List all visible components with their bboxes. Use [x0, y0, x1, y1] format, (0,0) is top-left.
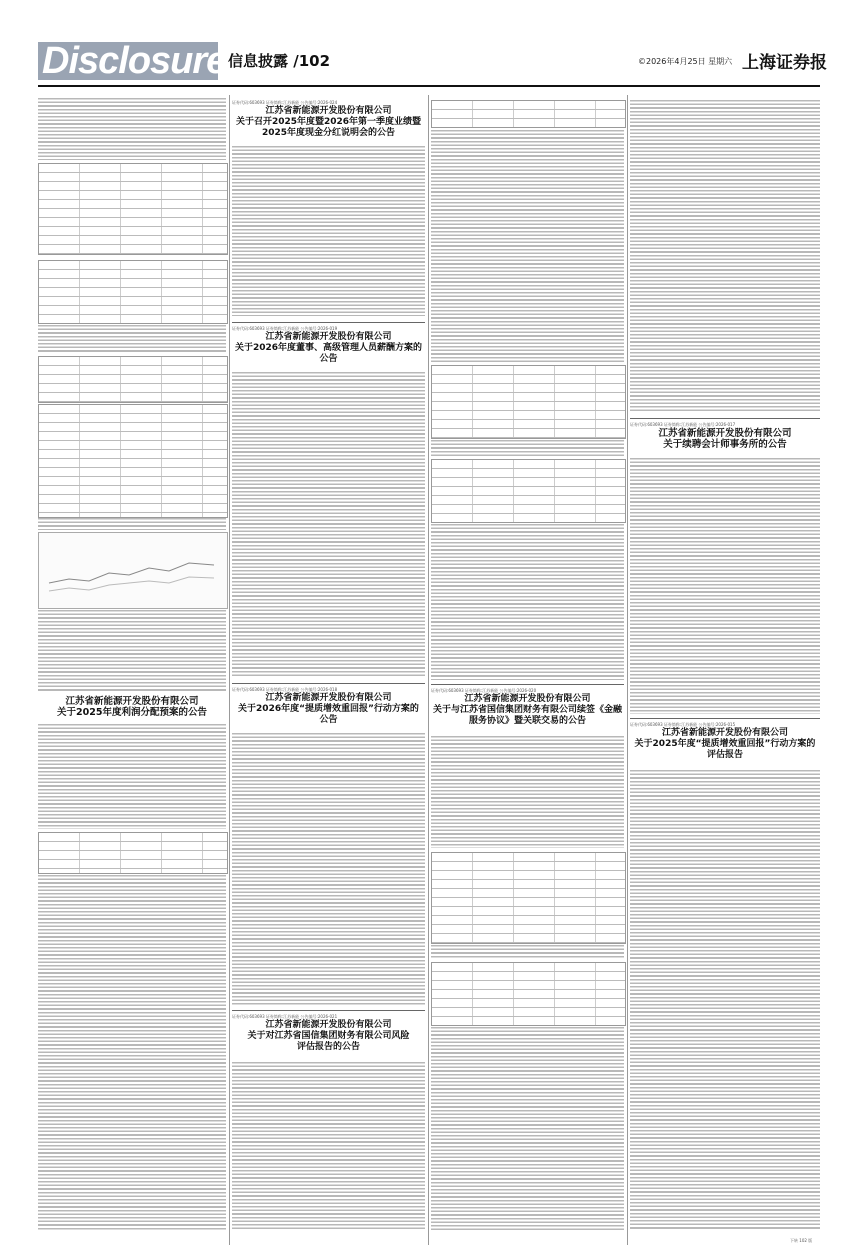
article-title-profit-distribution: 江苏省新能源开发股份有限公司 关于2025年度利润分配预案的公告: [57, 696, 207, 719]
body-text: [431, 130, 624, 362]
article-title-action-plan: 江苏省新能源开发股份有限公司 关于2026年度“提质增效重回报”行动方案的 公告: [238, 693, 419, 725]
financial-table: [431, 365, 626, 439]
body-text: [630, 458, 820, 714]
stock-code-line: 证券代码:603693 证券简称:江苏新能 公告编号:2026-020: [431, 688, 537, 693]
body-text: [431, 736, 624, 848]
body-text: [630, 100, 820, 413]
body-text: [232, 733, 425, 1005]
body-text: [38, 724, 226, 829]
financial-table: [431, 852, 626, 944]
article-divider: [232, 683, 425, 684]
stock-code-line: 证券代码:603693 证券简称:江苏新能 公告编号:2026-018: [232, 687, 338, 692]
article-title-evaluation-report: 江苏省新能源开发股份有限公司 关于2025年度“提质增效重回报”行动方案的 评估报告: [634, 728, 816, 760]
article-title-risk-assessment: 江苏省新能源开发股份有限公司 关于对江苏省国信集团财务有限公司风险 评估报告的公告: [247, 1020, 410, 1052]
financial-table: [38, 260, 228, 324]
article-divider: [630, 718, 820, 719]
stock-code-line: 证券代码:603693 证券简称:江苏新能 公告编号:2026-021: [232, 1014, 338, 1019]
stock-code-line: 证券代码:603693 证券简称:江苏新能 公告编号:2026-015: [630, 722, 736, 727]
article-divider: [630, 418, 820, 419]
section-title: 信息披露 /102: [228, 52, 331, 70]
financial-table: [38, 832, 228, 874]
body-text: [431, 440, 624, 456]
stock-chart-figure: [38, 532, 228, 609]
body-text: [38, 610, 226, 692]
page-continuation-mark: 下转 102 版: [790, 1238, 813, 1243]
body-text: [232, 146, 425, 316]
body-text: [431, 945, 624, 959]
body-text: [232, 372, 425, 678]
column-divider: [428, 95, 429, 1245]
article-title-financial-services: 江苏省新能源开发股份有限公司 关于与江苏省国信集团财务有限公司续签《金融 服务协议》暨关联交易的公告: [432, 694, 622, 726]
financial-table: [431, 459, 626, 523]
stock-chart-svg: [39, 533, 227, 608]
masthead: [0, 0, 857, 95]
masthead-rule: [38, 85, 820, 87]
body-text: [38, 518, 226, 530]
disclosure-logo: Disclosure: [38, 42, 218, 80]
article-title-compensation: 江苏省新能源开发股份有限公司 关于2026年度董事、高级管理人员薪酬方案的 公告: [234, 332, 423, 364]
issue-date: ©2026年4月25日 星期六: [638, 57, 733, 66]
stock-code-line: 证券代码:603693 证券简称:江苏新能 公告编号:2026-024: [232, 100, 338, 105]
financial-table: [38, 356, 228, 403]
body-text: [431, 1027, 624, 1230]
body-text: [431, 524, 624, 680]
chart-line: [49, 563, 214, 583]
column-divider: [627, 95, 628, 1245]
article-divider: [431, 684, 624, 685]
body-text: [38, 325, 226, 353]
financial-table: [38, 404, 228, 518]
body-text: [38, 875, 226, 1230]
article-title-auditor: 江苏省新能源开发股份有限公司 关于续聘会计师事务所的公告: [658, 428, 792, 451]
article-divider: [232, 322, 425, 323]
article-divider: [232, 1010, 425, 1011]
column-divider: [229, 95, 230, 1245]
financial-table: [38, 163, 228, 255]
stock-code-line: 证券代码:603693 证券简称:江苏新能 公告编号:2026-017: [630, 422, 736, 427]
financial-table: [431, 962, 626, 1026]
body-text: [232, 1062, 425, 1230]
financial-table: [431, 100, 626, 128]
article-title-results-briefing: 江苏省新能源开发股份有限公司 关于召开2025年度暨2026年第一季度业绩暨 2025年度现金分红说明会的公告: [235, 106, 422, 138]
body-text: [630, 770, 820, 1230]
body-text: [38, 98, 226, 160]
newspaper-name: 上海证券报: [742, 53, 827, 73]
stock-code-line: 证券代码:603693 证券简称:江苏新能 公告编号:2026-019: [232, 326, 338, 331]
